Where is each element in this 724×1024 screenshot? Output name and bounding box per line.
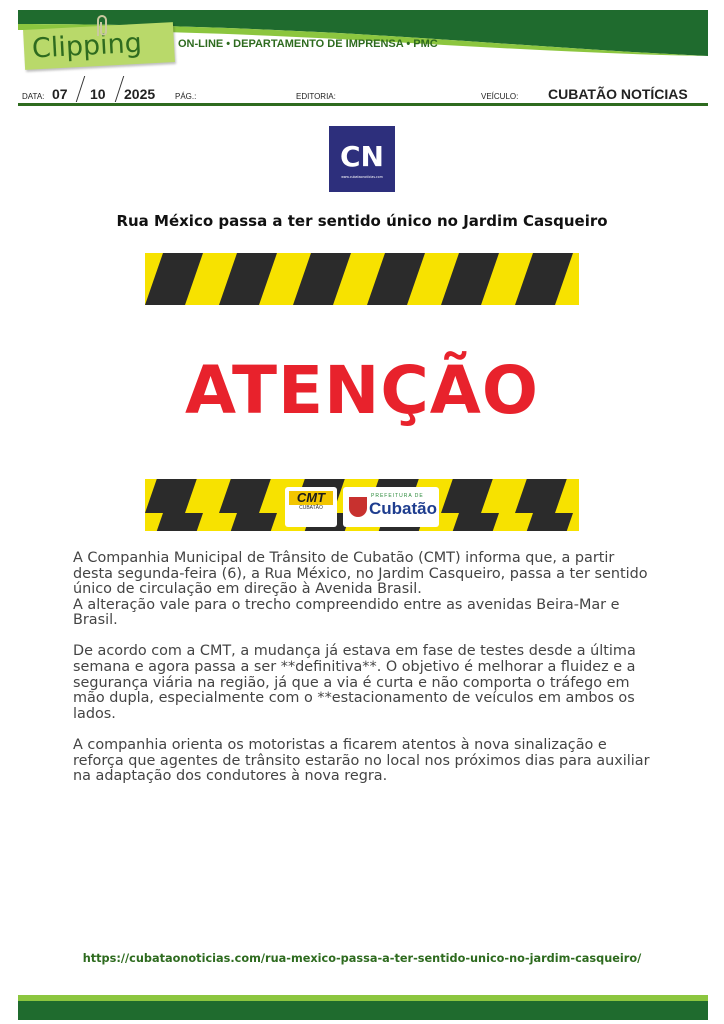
logo-letters: CN [340,140,384,173]
city-seal-icon [349,497,367,517]
paragraph: De acordo com a CMT, a mudança já estava em fase de testes desde a última semana e agora passa a ser **definitiva**. O objetivo é melhorar a fluidez e a segurança viária na região, já que a via é curta e não comporta o tráfego em mão dupla, especialmente com o **estacionamento de veículos em ambos os lados. [73,643,636,722]
date-separator [115,76,124,102]
vehicle-label: VEÍCULO: [481,92,519,101]
article-body [73,551,653,800]
date-separator [76,76,85,102]
footer-band-dark [18,1001,708,1020]
clipping-badge-label: Clipping [31,27,143,65]
date-day: 07 [52,86,68,102]
cmt-logo-text: CMT [289,491,333,505]
date-year: 2025 [124,86,156,102]
page-label: PÁG.: [175,92,197,101]
article-image [145,253,579,531]
header-rule [18,103,708,106]
prefeitura-logo [343,487,439,527]
source-link[interactable]: https://cubataonoticias.com/rua-mexico-passa-a-ter-sentido-unico-no-jardim-casqueiro/ [82,952,642,965]
paragraph: A Companhia Municipal de Trânsito de Cubatão (CMT) informa que, a partir desta segunda-feira (6), a Rua México, no Jardim Casqueiro, passa a ter sentido único de circulação em direção à Avenida Brasil. A alteração vale para o trecho compreendido entre as avenidas Beira-Mar e Brasil. [73,550,648,629]
cn-logo-icon [329,126,395,192]
date-label: DATA: [22,92,45,101]
image-logos [285,487,441,527]
vehicle-name: CUBATÃO NOTÍCIAS [548,86,688,102]
cmt-logo [285,487,337,527]
editoria-label: EDITORIA: [296,92,336,101]
city-name: Cubatão [369,499,437,518]
paperclip-icon [92,14,114,38]
paragraph: A companhia orienta os motoristas a ficarem atentos à nova sinalização e reforça que agentes de trânsito estarão no local nos próximos dias para auxiliar na adaptação dos condutores à nova regra. [73,736,650,785]
prefeitura-label: PREFEITURA DE [371,493,424,499]
cmt-logo-subtext: CUBATÃO [299,505,323,511]
logo-url: www.cubataonoticias.com [341,175,383,179]
article-title: Rua México passa a ter sentido único no Jardim Casqueiro [116,212,608,230]
publication-logo [329,126,395,192]
department-line: ON-LINE • DEPARTAMENTO DE IMPRENSA • PMC [178,38,438,50]
warning-text: ATENÇÃO [185,352,539,429]
date-month: 10 [90,86,106,102]
